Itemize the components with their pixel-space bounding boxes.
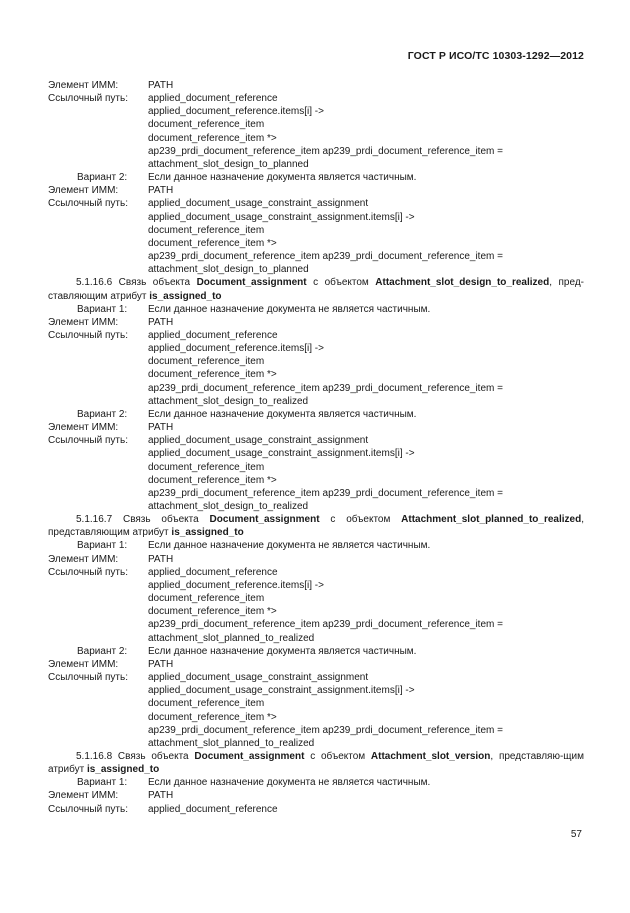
- section-text: , представляю-щим атрибут: [48, 750, 584, 776]
- field-label: Вариант 1:: [77, 303, 128, 315]
- path-continuation-line: applied_document_reference.items[i] ->: [148, 579, 324, 591]
- section-text: Связь объекта: [112, 514, 210, 526]
- field-row: [48, 539, 584, 552]
- path-continuation-line: applied_document_usage_constraint_assignment.items[i] ->: [148, 211, 415, 223]
- entity-name: Attachment_slot_version: [370, 750, 491, 762]
- field-label: Вариант 2:: [77, 408, 128, 420]
- field-label: Ссылочный путь:: [48, 329, 128, 341]
- path-continuation-line: attachment_slot_planned_to_realized: [148, 737, 315, 749]
- field-label: Элемент ИММ:: [48, 790, 119, 802]
- path-continuation-line: document_reference_item: [148, 119, 265, 131]
- field-label: Ссылочный путь:: [48, 672, 128, 684]
- path-continuation-line: applied_document_usage_constraint_assignment.items[i] ->: [148, 448, 415, 460]
- field-row: [48, 803, 584, 816]
- path-continuation-line: ap239_prdi_document_reference_item ap239_prdi_document_reference_item =: [148, 382, 503, 394]
- path-continuation-line: document_reference_item: [148, 698, 265, 710]
- field-value: Если данное назначение документа не является частичным.: [148, 303, 431, 315]
- field-label: Ссылочный путь:: [48, 566, 128, 578]
- field-value: PATH: [148, 80, 174, 91]
- field-row: [48, 92, 584, 105]
- path-continuation-line: attachment_slot_design_to_realized: [148, 395, 309, 407]
- path-continuation-line: ap239_prdi_document_reference_item ap239_prdi_document_reference_item =: [148, 487, 503, 499]
- entity-name: Document_assignment: [209, 514, 320, 526]
- entity-name: Attachment_slot_design_to_realized: [375, 277, 550, 289]
- field-value: PATH: [148, 185, 174, 197]
- field-label: Ссылочный путь:: [48, 435, 128, 447]
- field-label: Вариант 2:: [77, 645, 128, 657]
- section-text: с объектом: [319, 514, 402, 526]
- field-value: Если данное назначение документа не является частичным.: [148, 777, 431, 789]
- field-value: Если данное назначение документа является частичным.: [148, 408, 417, 420]
- field-value: PATH: [148, 316, 174, 328]
- attribute-name: is_assigned_to: [149, 290, 222, 302]
- field-row: [48, 645, 584, 658]
- field-row: [48, 566, 584, 579]
- path-continuation-line: document_reference_item *>: [148, 369, 277, 381]
- field-label: Ссылочный путь:: [48, 93, 128, 105]
- field-row: [48, 789, 584, 802]
- field-value: Если данное назначение документа является частичным.: [148, 172, 417, 184]
- path-continuation-line: ap239_prdi_document_reference_item ap239_prdi_document_reference_item =: [148, 251, 503, 263]
- section-number: 5.1.16.8: [76, 750, 113, 762]
- field-label: Элемент ИММ:: [48, 80, 119, 91]
- path-continuation-line: document_reference_item *>: [148, 132, 277, 144]
- path-continuation-line: document_reference_item *>: [148, 606, 277, 618]
- section-text: Связь объекта: [112, 750, 195, 762]
- field-label: Ссылочный путь:: [48, 803, 128, 815]
- field-row: [48, 329, 584, 342]
- field-row: [48, 316, 584, 329]
- path-continuation-line: document_reference_item: [148, 356, 265, 368]
- path-continuation-line: document_reference_item: [148, 224, 265, 236]
- path-continuation-line: document_reference_item: [148, 593, 265, 605]
- field-row: [48, 553, 584, 566]
- field-row: [48, 408, 584, 421]
- field-value: applied_document_reference: [148, 566, 278, 578]
- path-continuation-line: document_reference_item *>: [148, 711, 277, 723]
- path-continuation-line: attachment_slot_planned_to_realized: [148, 632, 315, 644]
- section-heading: [48, 513, 584, 539]
- section-number: 5.1.16.6: [76, 277, 113, 289]
- field-label: Вариант 2:: [77, 172, 128, 184]
- field-value: PATH: [148, 422, 174, 434]
- path-continuation-line: applied_document_usage_constraint_assignment.items[i] ->: [148, 685, 415, 697]
- path-continuation-line: attachment_slot_design_to_planned: [148, 264, 309, 276]
- entity-name: Document_assignment: [194, 750, 305, 762]
- path-continuation-line: attachment_slot_design_to_planned: [148, 158, 309, 170]
- field-row: [48, 658, 584, 671]
- field-row: [48, 171, 584, 184]
- field-row: [48, 421, 584, 434]
- field-value: applied_document_reference: [148, 803, 278, 815]
- field-value: PATH: [148, 553, 174, 565]
- field-label: Элемент ИММ:: [48, 316, 119, 328]
- field-row: [48, 671, 584, 684]
- path-continuation-line: document_reference_item *>: [148, 474, 277, 486]
- field-label: Ссылочный путь:: [48, 198, 128, 210]
- attribute-name: is_assigned_to: [171, 527, 244, 539]
- entity-name: Document_assignment: [196, 277, 307, 289]
- path-continuation-line: applied_document_reference.items[i] ->: [148, 106, 324, 118]
- field-value: applied_document_usage_constraint_assignment: [148, 672, 369, 684]
- path-continuation-line: ap239_prdi_document_reference_item ap239_prdi_document_reference_item =: [148, 619, 503, 631]
- field-row: [48, 184, 584, 197]
- path-continuation-line: ap239_prdi_document_reference_item ap239_prdi_document_reference_item =: [148, 145, 503, 157]
- path-continuation-line: ap239_prdi_document_reference_item ap239_prdi_document_reference_item =: [148, 724, 503, 736]
- section-text: , представляющим атрибут: [48, 514, 584, 539]
- field-row: [48, 434, 584, 447]
- path-continuation-line: document_reference_item *>: [148, 237, 277, 249]
- field-value: Если данное назначение документа является частичным.: [148, 645, 417, 657]
- field-value: applied_document_reference: [148, 93, 278, 105]
- section-text: с объектом: [306, 277, 376, 289]
- document-body: [48, 79, 584, 816]
- section-heading: [48, 750, 584, 776]
- field-label: Вариант 1:: [77, 777, 128, 789]
- entity-name: Attachment_slot_planned_to_realized: [401, 514, 582, 526]
- field-label: Элемент ИММ:: [48, 553, 119, 565]
- field-row: [48, 303, 584, 316]
- field-label: Элемент ИММ:: [48, 422, 119, 434]
- field-value: PATH: [148, 790, 174, 802]
- section-text: Связь объекта: [112, 277, 197, 289]
- section-text: с объектом: [304, 750, 371, 762]
- field-label: Элемент ИММ:: [48, 185, 119, 197]
- field-row: [48, 776, 584, 789]
- section-heading: [48, 276, 584, 302]
- field-value: Если данное назначение документа не является частичным.: [148, 540, 431, 552]
- field-value: PATH: [148, 658, 174, 670]
- section-number: 5.1.16.7: [76, 514, 113, 526]
- page-number: 57: [570, 829, 582, 840]
- field-value: applied_document_usage_constraint_assignment: [148, 435, 369, 447]
- path-continuation-line: applied_document_reference.items[i] ->: [148, 343, 324, 355]
- path-continuation-line: attachment_slot_design_to_realized: [148, 501, 309, 512]
- field-label: Вариант 1:: [77, 540, 128, 552]
- attribute-name: is_assigned_to: [86, 764, 160, 776]
- field-value: applied_document_usage_constraint_assignment: [148, 198, 369, 210]
- path-continuation-line: document_reference_item: [148, 461, 265, 473]
- field-label: Элемент ИММ:: [48, 658, 119, 670]
- field-value: applied_document_reference: [148, 329, 278, 341]
- section-text: , пред-ставляющим атрибут: [48, 277, 584, 302]
- field-row: [48, 197, 584, 210]
- field-row: [48, 79, 584, 92]
- document-header: ГОСТ Р ИСО/ТС 10303-1292—2012: [407, 50, 584, 62]
